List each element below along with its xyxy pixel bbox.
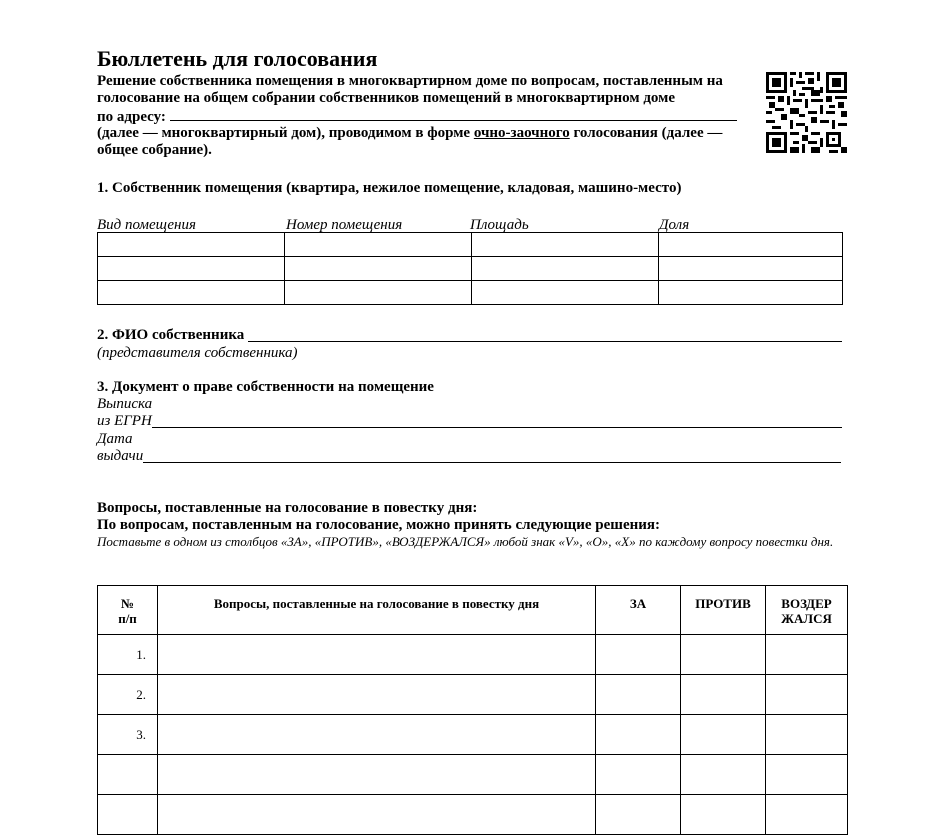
column-header-type: Вид помещения: [97, 217, 196, 233]
vote-abstain-cell[interactable]: [766, 755, 848, 795]
voting-form: очно-заочного: [473, 124, 570, 141]
vote-against-cell[interactable]: [681, 755, 766, 795]
section-3-heading: 3. Документ о праве собственности на помещение: [97, 379, 434, 395]
table-row: [98, 257, 843, 281]
header-number: [98, 586, 158, 635]
premises-type-cell[interactable]: [98, 233, 285, 257]
intro-form-prefix: (далее — многоквартирный дом), проводимом в форме: [97, 124, 471, 141]
intro-line-1: Решение собственника помещения в многоквартирном доме по вопросам, поставленным на: [97, 73, 723, 89]
header-abstain-line-2: ЖАЛСЯ: [781, 611, 832, 626]
premises-type-cell[interactable]: [98, 281, 285, 305]
decisions-heading: По вопросам, поставленным на голосование, можно принять следующие решения:: [97, 517, 660, 533]
premises-table: [97, 232, 843, 305]
date-label-line-1: Дата: [97, 431, 133, 447]
question-cell: [158, 795, 596, 835]
row-number: [98, 755, 158, 795]
address-label: по адресу:: [97, 108, 166, 125]
row-number: 3.: [98, 715, 158, 755]
table-row: [98, 675, 848, 715]
header-abstain-line-1: ВОЗДЕР: [781, 596, 832, 611]
question-cell: [158, 675, 596, 715]
extract-label-line-2: из ЕГРН: [97, 413, 152, 429]
vote-for-cell[interactable]: [596, 675, 681, 715]
header-for: ЗА: [596, 586, 681, 635]
vote-abstain-cell[interactable]: [766, 715, 848, 755]
vote-for-cell[interactable]: [596, 755, 681, 795]
premises-share-cell[interactable]: [659, 257, 843, 281]
question-cell: [158, 715, 596, 755]
vote-against-cell[interactable]: [681, 795, 766, 835]
vote-abstain-cell[interactable]: [766, 635, 848, 675]
premises-type-cell[interactable]: [98, 257, 285, 281]
premises-area-cell[interactable]: [472, 233, 659, 257]
ballot-title: Бюллетень для голосования: [97, 46, 378, 71]
premises-share-cell[interactable]: [659, 233, 843, 257]
premises-number-cell[interactable]: [285, 257, 472, 281]
section-2-heading: 2. ФИО собственника: [97, 327, 245, 343]
vote-for-cell[interactable]: [596, 715, 681, 755]
address-field[interactable]: [170, 108, 737, 121]
date-field[interactable]: [143, 448, 841, 463]
vote-against-cell[interactable]: [681, 635, 766, 675]
header-against: ПРОТИВ: [681, 586, 766, 635]
intro-line-4: [97, 125, 747, 142]
intro-line-5: общее собрание).: [97, 142, 212, 159]
vote-for-cell[interactable]: [596, 635, 681, 675]
owner-name-field[interactable]: [248, 327, 842, 342]
vote-against-cell[interactable]: [681, 715, 766, 755]
row-number: 1.: [98, 635, 158, 675]
qr-code-icon: [766, 72, 847, 153]
vote-against-cell[interactable]: [681, 675, 766, 715]
intro-line-3: [97, 108, 747, 125]
vote-table: [97, 585, 848, 835]
extract-field[interactable]: [152, 413, 842, 428]
header-number-line-2: п/п: [118, 611, 137, 626]
questions-heading: Вопросы, поставленные на голосование в повестку дня:: [97, 500, 478, 516]
question-cell: [158, 755, 596, 795]
table-row: [98, 233, 843, 257]
column-header-number: Номер помещения: [286, 217, 403, 233]
vote-table-header: [98, 586, 848, 635]
column-header-share: Доля: [659, 217, 690, 233]
row-number: 2.: [98, 675, 158, 715]
vote-for-cell[interactable]: [596, 795, 681, 835]
column-header-area: Площадь: [470, 217, 529, 233]
date-label-line-2: выдачи: [97, 448, 144, 464]
header-number-line-1: №: [120, 596, 135, 611]
vote-abstain-cell[interactable]: [766, 675, 848, 715]
header-question: Вопросы, поставленные на голосование в повестку дня: [158, 586, 596, 635]
premises-number-cell[interactable]: [285, 281, 472, 305]
table-row: [98, 715, 848, 755]
table-row: [98, 635, 848, 675]
table-row: [98, 755, 848, 795]
question-cell: [158, 635, 596, 675]
extract-row: [97, 413, 842, 430]
voting-instruction: Поставьте в одном из столбцов «ЗА», «ПРОТИВ», «ВОЗДЕРЖАЛСЯ» любой знак «V», «О», «Х» по каждому вопросу повестки дня.: [97, 534, 834, 549]
header-abstain: [766, 586, 848, 635]
premises-number-cell[interactable]: [285, 233, 472, 257]
row-number: [98, 795, 158, 835]
intro-line-2: голосование на общем собрании собственников помещений в многоквартирном доме: [97, 90, 676, 107]
section-2-owner-name: [97, 327, 842, 344]
extract-label-line-1: Выписка: [97, 396, 153, 412]
vote-abstain-cell[interactable]: [766, 795, 848, 835]
premises-area-cell[interactable]: [472, 257, 659, 281]
premises-area-cell[interactable]: [472, 281, 659, 305]
intro-paragraph: [97, 73, 747, 159]
table-row: [98, 795, 848, 835]
date-row: [97, 448, 841, 465]
section-2-subtitle: (представителя собственника): [97, 345, 298, 361]
table-row: [98, 281, 843, 305]
premises-share-cell[interactable]: [659, 281, 843, 305]
intro-form-suffix: голосования (далее —: [573, 124, 723, 141]
section-1-heading: 1. Собственник помещения (квартира, нежилое помещение, кладовая, машино-место): [97, 180, 682, 196]
